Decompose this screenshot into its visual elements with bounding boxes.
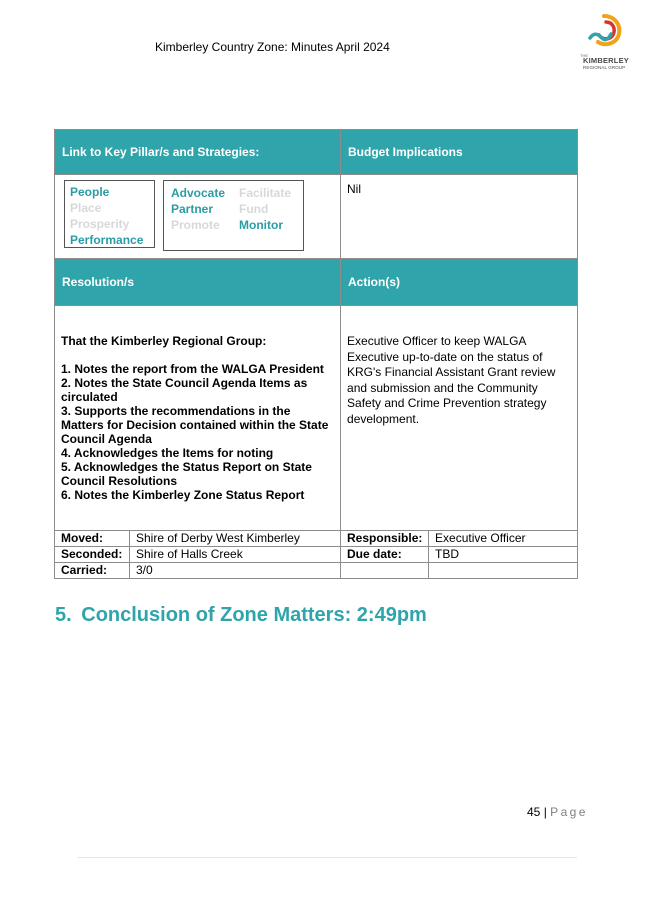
resolution-item: 4. Acknowledges the Items for noting [61, 446, 274, 460]
resolution-item: 5. Acknowledges the Status Report on State Council Resolutions [61, 460, 312, 488]
budget-cell [341, 175, 578, 259]
pillar-performance: Performance [70, 233, 144, 247]
table-row [55, 547, 578, 563]
action-text: Executive Officer to keep WALGA Executive up-to-date on the status of KRG's Financial Assistant Grant review and submission and the Community Safety and Crime Prevention strategy development. [347, 334, 556, 426]
pillars-cell [55, 175, 341, 259]
logo-name: KIMBERLEY [583, 56, 629, 65]
carried-label: Carried: [55, 563, 130, 579]
strategy-promote: Promote [171, 218, 220, 232]
page-number [527, 805, 588, 819]
pillars-box [64, 180, 155, 248]
table-row [55, 563, 578, 579]
resolution-item: 3. Supports the recommendations in the Matters for Decision contained within the State Council Agenda [61, 404, 329, 446]
logo-subtitle: REGIONAL GROUP [583, 65, 626, 70]
strategies-column-2 [239, 185, 291, 233]
pillars-heading: Link to Key Pillar/s and Strategies: [55, 130, 341, 175]
strategies-box [163, 180, 304, 251]
resolution-text [55, 306, 340, 502]
strategy-fund: Fund [239, 202, 269, 216]
empty-cell [429, 563, 578, 579]
resolution-intro: That the Kimberley Regional Group: [61, 334, 267, 348]
page-header-title: Kimberley Country Zone: Minutes April 2024 [155, 40, 390, 54]
logo-swirl-icon [584, 12, 624, 52]
resolution-item: 6. Notes the Kimberley Zone Status Report [61, 488, 305, 502]
section-number: 5. [55, 604, 72, 626]
budget-value: Nil [347, 182, 362, 196]
due-date-value: TBD [429, 547, 578, 563]
footer-divider [78, 857, 577, 858]
page-separator: | [543, 805, 547, 819]
table-row [55, 306, 578, 531]
action-cell [341, 306, 578, 531]
seconded-label: Seconded: [55, 547, 130, 563]
strategy-advocate: Advocate [171, 186, 226, 200]
resolution-cell [55, 306, 341, 531]
resolution-heading: Resolution/s [55, 259, 341, 306]
carried-value: 3/0 [130, 563, 341, 579]
resolution-item: 1. Notes the report from the WALGA President [61, 362, 324, 376]
seconded-value: Shire of Halls Creek [130, 547, 341, 563]
table-row [55, 259, 578, 306]
section-heading [55, 604, 427, 627]
action-heading: Action(s) [341, 259, 578, 306]
section-title: Conclusion of Zone Matters: 2:49pm [81, 604, 427, 626]
strategy-facilitate: Facilitate [239, 186, 292, 200]
moved-label: Moved: [55, 531, 130, 547]
strategy-partner: Partner [171, 202, 214, 216]
budget-heading: Budget Implications [341, 130, 578, 175]
resolution-table [54, 129, 578, 579]
table-row [55, 130, 578, 175]
due-date-label: Due date: [341, 547, 429, 563]
responsible-label: Responsible: [341, 531, 429, 547]
page-number-value: 45 [527, 805, 541, 819]
pillar-people: People [70, 185, 110, 199]
logo-the: THE [580, 53, 588, 58]
empty-cell [341, 563, 429, 579]
pillar-prosperity: Prosperity [70, 217, 130, 231]
strategy-monitor: Monitor [239, 218, 283, 232]
table-row [55, 531, 578, 547]
pillar-place: Place [70, 201, 102, 215]
table-row [55, 175, 578, 259]
moved-value: Shire of Derby West Kimberley [130, 531, 341, 547]
page-word: Page [550, 805, 588, 819]
strategies-column-1 [171, 185, 225, 233]
responsible-value: Executive Officer [429, 531, 578, 547]
kimberley-logo [578, 12, 630, 70]
resolution-item: 2. Notes the State Council Agenda Items as circulated [61, 376, 308, 404]
